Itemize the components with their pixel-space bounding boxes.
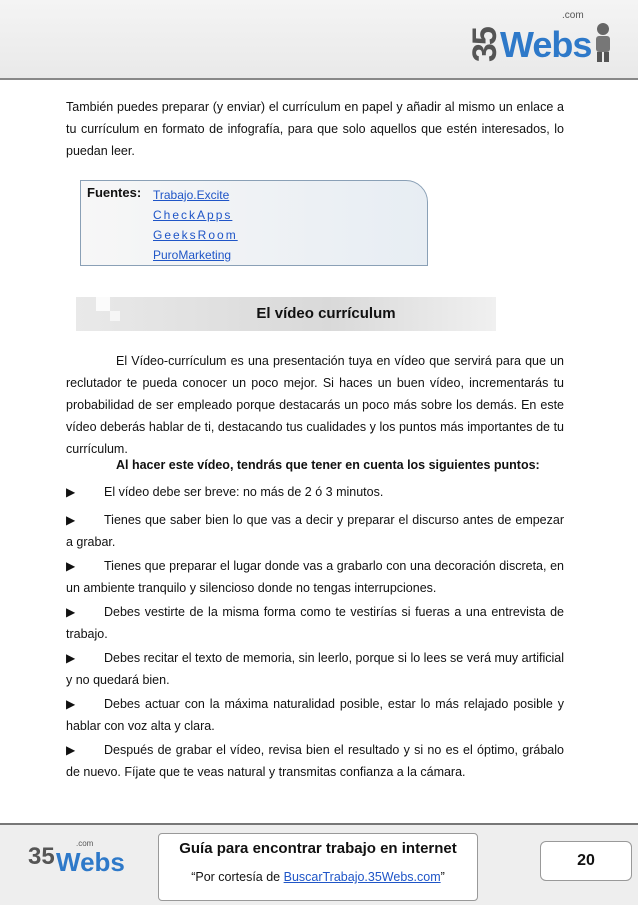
section-lead: Al hacer este vídeo, tendrás que tener en cuenta los siguientes puntos: — [116, 458, 540, 472]
bullet-text: Tienes que saber bien lo que vas a decir y preparar el discurso antes de empezar a grabar. — [66, 513, 564, 549]
bullet-text: Después de grabar el vídeo, revisa bien el resultado y si no es el óptimo, grábalo de nuevo. Fíjate que te veas natural y transmitas confianza a la cámara. — [66, 743, 564, 779]
page-number: 20 — [540, 841, 632, 881]
arrow-right-icon: ▶ — [66, 651, 76, 665]
footer-logo — [28, 839, 138, 889]
bullet-item — [66, 555, 564, 599]
bullet-item — [66, 693, 564, 737]
arrow-right-icon: ▶ — [66, 697, 76, 711]
page-footer — [0, 823, 638, 905]
courtesy-link[interactable]: BuscarTrabajo.35Webs.com — [283, 870, 441, 884]
footer-title: Guía para encontrar trabajo en internet — [179, 840, 457, 857]
logo-word: Webs — [500, 24, 592, 65]
mascot-icon — [590, 22, 616, 62]
section-heading-band — [76, 297, 496, 331]
bullet-item — [66, 481, 564, 503]
bullet-text: Debes recitar el texto de memoria, sin leerlo, porque si lo lees se verá muy artificial y no quedará bien. — [66, 651, 564, 687]
arrow-right-icon: ▶ — [66, 559, 76, 573]
sources-links — [153, 185, 238, 265]
logo-superscript: .com — [562, 10, 584, 21]
source-link-puromarketing[interactable]: PuroMarketing — [153, 248, 232, 262]
page-header — [0, 0, 638, 80]
section-paragraph: El Vídeo-currículum es una presentación tuya en vídeo que servirá para que un reclutador te pueda conocer un poco mejor. Si haces un buen vídeo, incrementarás tu probabilidad de ser empleado porque destacarás un poco más sobre los demás. En este vídeo deberás hablar de ti, destacando tus cualidades y los puntos más importantes de tu currículum. — [66, 354, 564, 456]
source-link-checkapps[interactable]: CheckApps — [153, 208, 233, 222]
brand-logo — [466, 10, 616, 70]
bullet-text: Debes vestirte de la misma forma como te vestirías si fueras a una entrevista de trabajo. — [66, 605, 564, 641]
sources-box — [80, 180, 428, 266]
bullet-item — [66, 739, 564, 783]
footer-logo-superscript: .com — [76, 839, 94, 848]
courtesy-prefix: “Por cortesía de — [191, 870, 284, 884]
bullet-text: Debes actuar con la máxima naturalidad posible, estar lo más relajado posible y hablar con voz alta y clara. — [66, 697, 564, 733]
arrow-right-icon: ▶ — [66, 605, 76, 619]
footer-logo-word: Webs — [56, 847, 125, 877]
section-title: El vídeo currículum — [256, 305, 396, 322]
footer-logo-number: 35 — [28, 843, 55, 870]
sources-label: Fuentes: — [87, 185, 142, 200]
footer-courtesy — [159, 870, 477, 884]
bullet-item — [66, 601, 564, 645]
arrow-right-icon: ▶ — [66, 513, 76, 527]
source-link-trabajo-excite[interactable]: Trabajo.Excite — [153, 188, 230, 202]
intro-paragraph: También puedes preparar (y enviar) el currículum en papel y añadir al mismo un enlace a tu currículum en formato de infografía, para que solo aquellos que estén interesados, lo puedan leer. — [66, 100, 564, 158]
source-link-geeksroom[interactable]: GeeksRoom — [153, 228, 238, 242]
bullet-item — [66, 509, 564, 553]
bullet-text: El vídeo debe ser breve: no más de 2 ó 3 minutos. — [104, 485, 384, 499]
arrow-right-icon: ▶ — [66, 485, 76, 499]
courtesy-suffix: ” — [440, 870, 445, 884]
arrow-right-icon: ▶ — [66, 743, 76, 757]
logo-number: 35 — [466, 28, 504, 62]
bullet-text: Tienes que preparar el lugar donde vas a grabarlo con una decoración discreta, en un ambiente tranquilo y silencioso donde no tengas interrupciones. — [66, 559, 564, 595]
footer-title-box — [158, 833, 478, 901]
bullet-item — [66, 647, 564, 691]
